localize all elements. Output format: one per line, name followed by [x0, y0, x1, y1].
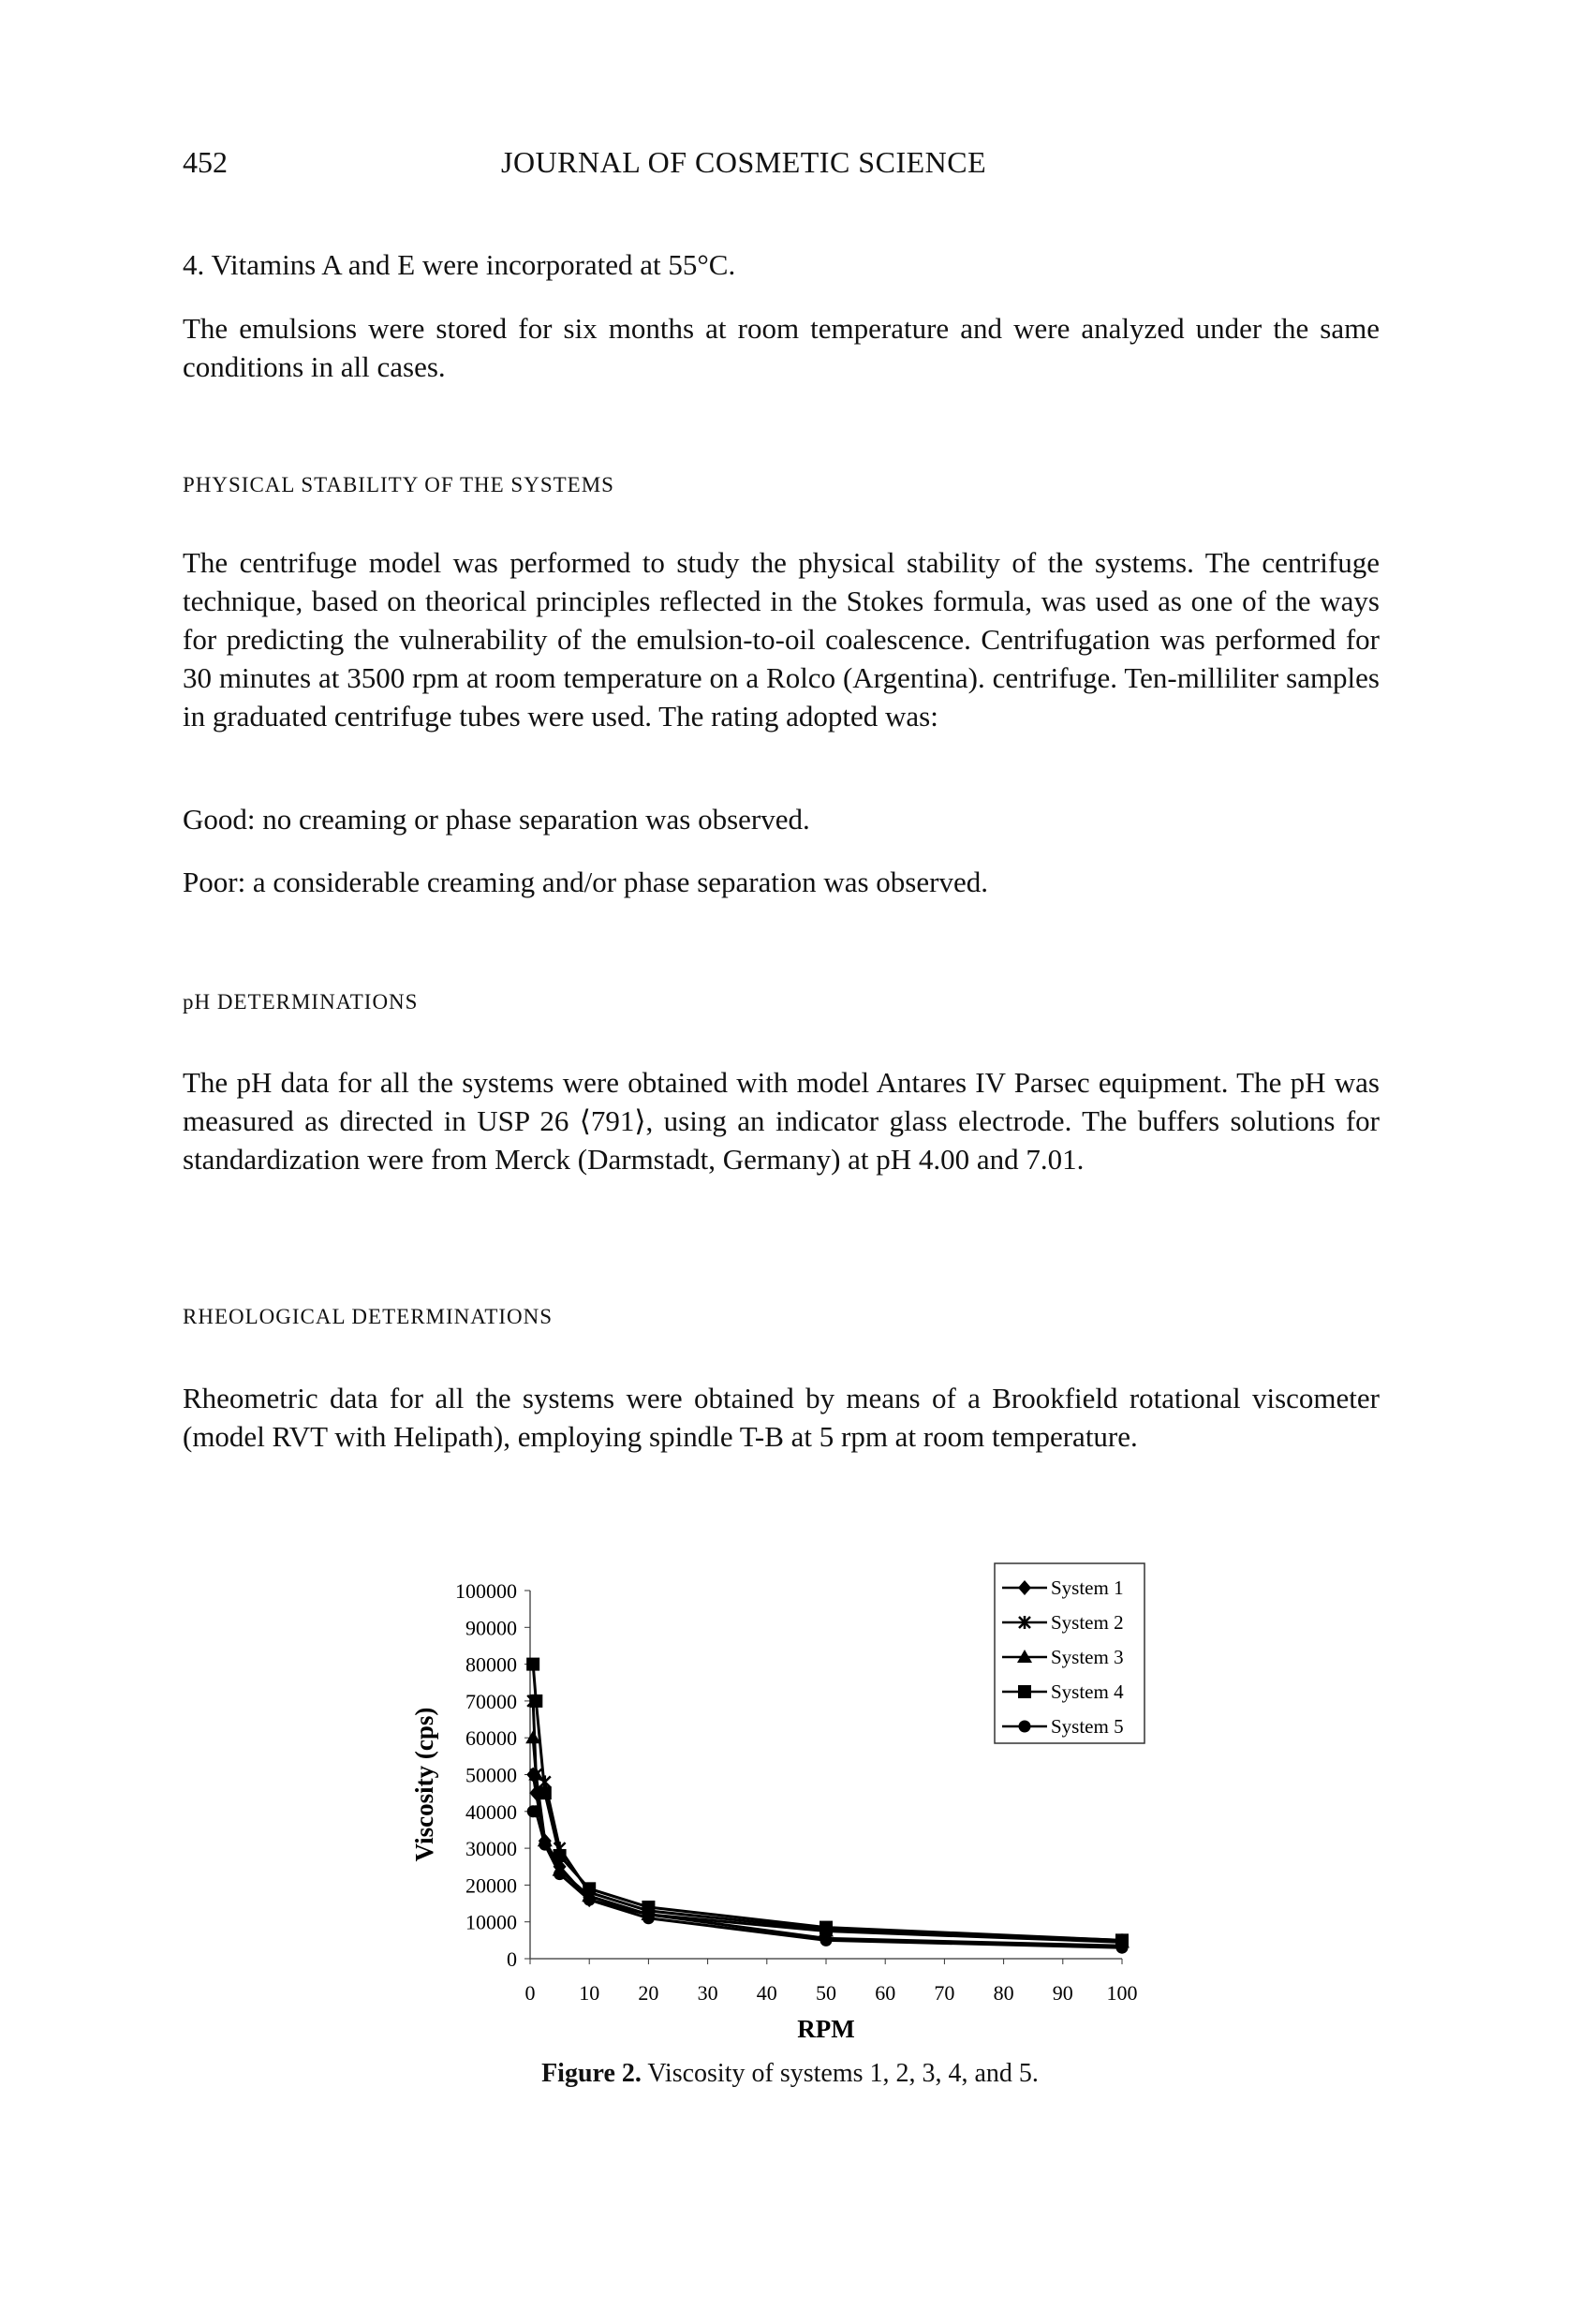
figure-label: Figure 2. [541, 2059, 642, 2088]
marker-circle [583, 1894, 596, 1906]
y-tick-label: 40000 [465, 1799, 517, 1824]
y-tick-label: 20000 [465, 1873, 517, 1898]
legend-label: System 2 [1051, 1611, 1124, 1634]
legend-label: System 1 [1051, 1576, 1124, 1599]
legend-label: System 3 [1051, 1646, 1124, 1668]
y-tick-label: 0 [507, 1947, 517, 1971]
x-tick-label: 60 [875, 1981, 896, 2005]
marker-circle [554, 1868, 566, 1880]
marker-square [1018, 1685, 1031, 1698]
physical-paragraph: The centrifuge model was performed to study the physical stability of the systems. The centrifuge technique, based on theorical principles reflected in the Stokes formula, was used as one of the ways for predicting the vulnerability of the emulsion-to-oil coalescence. Centrifugation was performed for 30 minutes at 3500 rpm at room temperature on a Rolco (Argentina). centrifuge. Ten-milliliter samples in graduated centrifuge tubes were used. The rating adopted was: [183, 546, 1380, 733]
y-tick-label: 10000 [465, 1910, 517, 1934]
viscosity-chart [356, 1550, 1161, 2056]
y-tick-label: 50000 [465, 1763, 517, 1787]
storage-paragraph: The emulsions were stored for six months at room temperature and were analyzed under the same conditions in all cases. [183, 312, 1380, 383]
marker-square [642, 1901, 655, 1914]
x-tick-label: 30 [697, 1981, 718, 2005]
y-tick-label: 80000 [465, 1652, 517, 1677]
x-tick-label: 70 [934, 1981, 955, 2005]
marker-circle [530, 1805, 542, 1817]
x-tick-label: 20 [638, 1981, 659, 2005]
marker-square [820, 1921, 833, 1934]
marker-square [583, 1882, 596, 1895]
section-heading-rheological: RHEOLOGICAL DETERMINATIONS [183, 1305, 554, 1328]
marker-circle [1019, 1721, 1031, 1733]
chart-legend [995, 1563, 1144, 1743]
page-number: 452 [183, 145, 228, 179]
step-4-text: 4. Vitamins A and E were incorporated at 55°C. [183, 248, 736, 281]
figure-caption [0, 2059, 1580, 2089]
y-tick-label: 70000 [465, 1689, 517, 1713]
rheological-paragraph: Rheometric data for all the systems were obtained by means of a Brookfield rotational viscometer (model RVT with Helipath), employing spindle T-B at 5 rpm at room temperature. [183, 1382, 1380, 1453]
figure-caption-text: Viscosity of systems 1, 2, 3, 4, and 5. [647, 2059, 1039, 2088]
rating-poor: Poor: a considerable creaming and/or phase separation was observed. [183, 866, 988, 898]
marker-square [554, 1849, 567, 1862]
x-tick-label: 80 [993, 1981, 1014, 2005]
series-line [533, 1738, 1122, 1942]
marker-circle [820, 1934, 833, 1947]
series-line [533, 1775, 1122, 1947]
x-tick-label: 50 [816, 1981, 836, 2005]
marker-square [539, 1786, 552, 1799]
marker-square [529, 1695, 542, 1708]
section-heading-ph: pH DETERMINATIONS [183, 990, 419, 1014]
rating-good: Good: no creaming or phase separation was observed. [183, 803, 810, 836]
x-tick-label: 100 [1106, 1981, 1138, 2005]
y-tick-label: 60000 [465, 1726, 517, 1751]
y-tick-label: 100000 [455, 1579, 517, 1603]
x-tick-label: 10 [579, 1981, 600, 2005]
marker-circle [1116, 1942, 1129, 1954]
marker-square [526, 1658, 539, 1671]
x-tick-label: 0 [524, 1981, 536, 2005]
ph-paragraph: The pH data for all the systems were obtained with model Antares IV Parsec equipment. The pH was measured as directed in USP 26 ⟨791⟩, using an indicator glass electrode. The buffers solutions for standardization were from Merck (Darmstadt, Germany) at pH 4.00 and 7.01. [183, 1066, 1380, 1176]
legend-label: System 5 [1051, 1715, 1124, 1738]
y-tick-label: 30000 [465, 1837, 517, 1861]
x-axis-label: RPM [797, 2015, 855, 2043]
legend-label: System 4 [1051, 1680, 1124, 1703]
section-heading-physical: PHYSICAL STABILITY OF THE SYSTEMS [183, 473, 614, 496]
series-3 [525, 1730, 1130, 1947]
y-axis-label: Viscosity (cps) [410, 1707, 438, 1862]
x-tick-label: 90 [1052, 1981, 1073, 2005]
y-tick-label: 90000 [465, 1616, 517, 1640]
running-header: JOURNAL OF COSMETIC SCIENCE [501, 145, 987, 179]
x-tick-label: 40 [756, 1981, 777, 2005]
marker-circle [642, 1912, 655, 1924]
marker-circle [539, 1839, 551, 1851]
